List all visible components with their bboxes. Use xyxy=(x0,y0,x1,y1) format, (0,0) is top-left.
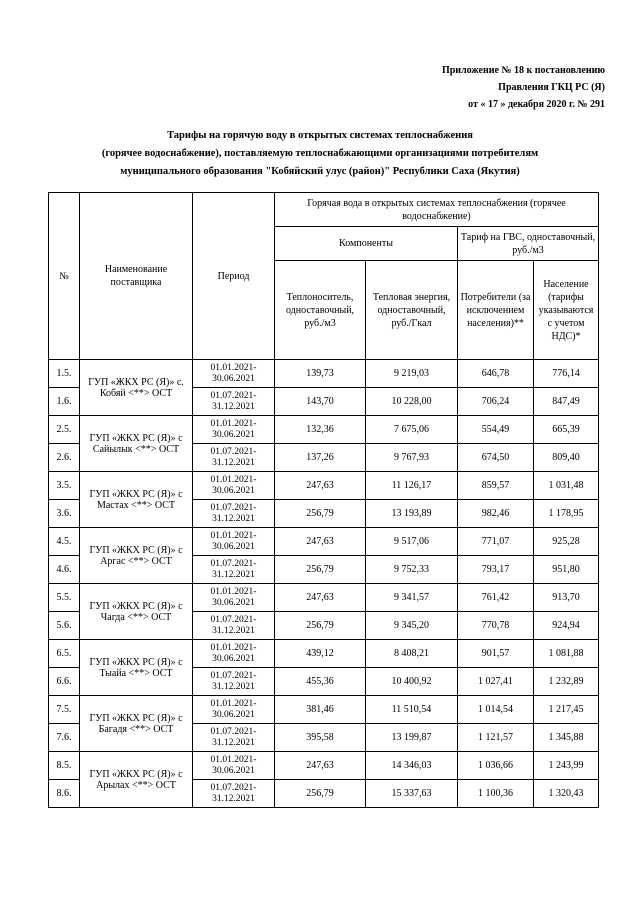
energy-value: 11 126,17 xyxy=(366,472,458,500)
row-period: 01.01.2021-30.06.2021 xyxy=(193,696,275,724)
population-value: 1 345,88 xyxy=(534,724,599,752)
carrier-value: 132,36 xyxy=(275,416,366,444)
consumers-value: 646,78 xyxy=(458,360,534,388)
header-carrier: Теплоноситель, одноставочный, руб./м3 xyxy=(275,261,366,360)
population-value: 1 232,89 xyxy=(534,668,599,696)
row-period: 01.07.2021-31.12.2021 xyxy=(193,388,275,416)
consumers-value: 1 036,66 xyxy=(458,752,534,780)
table-row xyxy=(49,640,599,668)
row-number: 1.5. xyxy=(49,360,80,388)
consumers-value: 859,57 xyxy=(458,472,534,500)
title-line-2: (горячее водоснабжение), поставляемую теплоснабжающими организациями потребителям xyxy=(101,148,539,159)
carrier-value: 139,73 xyxy=(275,360,366,388)
table-row xyxy=(49,584,599,612)
population-value: 1 217,45 xyxy=(534,696,599,724)
appendix-line-3: от « 17 » декабря 2020 г. № 291 xyxy=(468,99,605,110)
population-value: 776,14 xyxy=(534,360,599,388)
header-consumers: Потребители (за исключением населения)** xyxy=(458,261,534,360)
row-number: 8.6. xyxy=(49,780,80,808)
population-value: 1 031,48 xyxy=(534,472,599,500)
appendix-header xyxy=(442,62,605,113)
supplier-name: ГУП «ЖКХ РС (Я)» с Арылах <**> ОСТ xyxy=(80,752,193,808)
energy-value: 15 337,63 xyxy=(366,780,458,808)
energy-value: 9 345,20 xyxy=(366,612,458,640)
energy-value: 9 767,93 xyxy=(366,444,458,472)
title-line-1: Тарифы на горячую воду в открытых системах теплоснабжения xyxy=(167,130,473,141)
supplier-name: ГУП «ЖКХ РС (Я)» с Сайылык <**> ОСТ xyxy=(80,416,193,472)
row-period: 01.07.2021-31.12.2021 xyxy=(193,500,275,528)
consumers-value: 1 014,54 xyxy=(458,696,534,724)
table-row xyxy=(49,528,599,556)
energy-value: 14 346,03 xyxy=(366,752,458,780)
energy-value: 7 675,06 xyxy=(366,416,458,444)
table-row xyxy=(49,472,599,500)
consumers-value: 793,17 xyxy=(458,556,534,584)
row-period: 01.01.2021-30.06.2021 xyxy=(193,584,275,612)
carrier-value: 256,79 xyxy=(275,612,366,640)
row-period: 01.01.2021-30.06.2021 xyxy=(193,528,275,556)
energy-value: 9 219,03 xyxy=(366,360,458,388)
row-period: 01.07.2021-31.12.2021 xyxy=(193,444,275,472)
supplier-name: ГУП «ЖКХ РС (Я)» с Мастах <**> ОСТ xyxy=(80,472,193,528)
consumers-value: 1 121,57 xyxy=(458,724,534,752)
row-period: 01.01.2021-30.06.2021 xyxy=(193,640,275,668)
appendix-line-1: Приложение № 18 к постановлению xyxy=(441,65,605,76)
carrier-value: 439,12 xyxy=(275,640,366,668)
population-value: 924,94 xyxy=(534,612,599,640)
row-number: 4.6. xyxy=(49,556,80,584)
energy-value: 9 517,06 xyxy=(366,528,458,556)
population-value: 847,49 xyxy=(534,388,599,416)
row-period: 01.01.2021-30.06.2021 xyxy=(193,752,275,780)
population-value: 1 243,99 xyxy=(534,752,599,780)
header-energy: Тепловая энергия, одноставочный, руб./Гкал xyxy=(366,261,458,360)
carrier-value: 247,63 xyxy=(275,528,366,556)
row-period: 01.07.2021-31.12.2021 xyxy=(193,556,275,584)
consumers-value: 771,07 xyxy=(458,528,534,556)
header-hot-water-group: Горячая вода в открытых системах теплоснабжения (горячее водоснабжение) xyxy=(275,193,599,227)
row-number: 6.6. xyxy=(49,668,80,696)
row-number: 1.6. xyxy=(49,388,80,416)
header-number: № xyxy=(49,193,80,360)
supplier-name: ГУП «ЖКХ РС (Я)» с Багадя <**> ОСТ xyxy=(80,696,193,752)
supplier-name: ГУП «ЖКХ РС (Я)» с Чагда <**> ОСТ xyxy=(80,584,193,640)
carrier-value: 247,63 xyxy=(275,752,366,780)
energy-value: 13 199,87 xyxy=(366,724,458,752)
carrier-value: 256,79 xyxy=(275,780,366,808)
table-row xyxy=(49,752,599,780)
appendix-line-2: Правления ГКЦ РС (Я) xyxy=(498,82,605,93)
carrier-value: 381,46 xyxy=(275,696,366,724)
row-number: 5.6. xyxy=(49,612,80,640)
consumers-value: 706,24 xyxy=(458,388,534,416)
row-period: 01.07.2021-31.12.2021 xyxy=(193,780,275,808)
consumers-value: 761,42 xyxy=(458,584,534,612)
supplier-name: ГУП «ЖКХ РС (Я)» с. Кобяй <**> ОСТ xyxy=(80,360,193,416)
energy-value: 9 752,33 xyxy=(366,556,458,584)
row-number: 3.5. xyxy=(49,472,80,500)
population-value: 665,39 xyxy=(534,416,599,444)
row-period: 01.01.2021-30.06.2021 xyxy=(193,360,275,388)
table-row xyxy=(49,696,599,724)
row-period: 01.07.2021-31.12.2021 xyxy=(193,612,275,640)
population-value: 913,70 xyxy=(534,584,599,612)
energy-value: 9 341,57 xyxy=(366,584,458,612)
carrier-value: 247,63 xyxy=(275,584,366,612)
carrier-value: 143,70 xyxy=(275,388,366,416)
population-value: 1 178,95 xyxy=(534,500,599,528)
consumers-value: 982,46 xyxy=(458,500,534,528)
population-value: 1 081,88 xyxy=(534,640,599,668)
carrier-value: 256,79 xyxy=(275,500,366,528)
row-number: 3.6. xyxy=(49,500,80,528)
row-period: 01.01.2021-30.06.2021 xyxy=(193,416,275,444)
consumers-value: 770,78 xyxy=(458,612,534,640)
population-value: 809,40 xyxy=(534,444,599,472)
document-title xyxy=(40,127,600,181)
table-row xyxy=(49,416,599,444)
carrier-value: 256,79 xyxy=(275,556,366,584)
energy-value: 11 510,54 xyxy=(366,696,458,724)
header-tariff: Тариф на ГВС, одноставочный, руб./м3 xyxy=(458,227,599,261)
row-number: 5.5. xyxy=(49,584,80,612)
energy-value: 13 193,89 xyxy=(366,500,458,528)
population-value: 925,28 xyxy=(534,528,599,556)
row-period: 01.07.2021-31.12.2021 xyxy=(193,668,275,696)
tariff-table xyxy=(48,192,599,808)
header-period: Период xyxy=(193,193,275,360)
energy-value: 10 400,92 xyxy=(366,668,458,696)
row-number: 2.5. xyxy=(49,416,80,444)
carrier-value: 455,36 xyxy=(275,668,366,696)
energy-value: 10 228,00 xyxy=(366,388,458,416)
row-period: 01.07.2021-31.12.2021 xyxy=(193,724,275,752)
population-value: 951,80 xyxy=(534,556,599,584)
table-row xyxy=(49,360,599,388)
row-number: 8.5. xyxy=(49,752,80,780)
population-value: 1 320,43 xyxy=(534,780,599,808)
header-components: Компоненты xyxy=(275,227,458,261)
row-number: 4.5. xyxy=(49,528,80,556)
consumers-value: 674,50 xyxy=(458,444,534,472)
row-number: 7.5. xyxy=(49,696,80,724)
header-supplier: Наименование поставщика xyxy=(80,193,193,360)
carrier-value: 137,26 xyxy=(275,444,366,472)
consumers-value: 901,57 xyxy=(458,640,534,668)
energy-value: 8 408,21 xyxy=(366,640,458,668)
supplier-name: ГУП «ЖКХ РС (Я)» с Аргас <**> ОСТ xyxy=(80,528,193,584)
title-line-3: муниципального образования "Кобяйский улус (район)" Республики Саха (Якутия) xyxy=(120,166,520,177)
consumers-value: 554,49 xyxy=(458,416,534,444)
carrier-value: 247,63 xyxy=(275,472,366,500)
row-number: 6.5. xyxy=(49,640,80,668)
header-population: Население (тарифы указываются с учетом НДС)* xyxy=(534,261,599,360)
row-period: 01.01.2021-30.06.2021 xyxy=(193,472,275,500)
row-number: 7.6. xyxy=(49,724,80,752)
carrier-value: 395,58 xyxy=(275,724,366,752)
consumers-value: 1 100,36 xyxy=(458,780,534,808)
row-number: 2.6. xyxy=(49,444,80,472)
supplier-name: ГУП «ЖКХ РС (Я)» с Тыайа <**> ОСТ xyxy=(80,640,193,696)
consumers-value: 1 027,41 xyxy=(458,668,534,696)
